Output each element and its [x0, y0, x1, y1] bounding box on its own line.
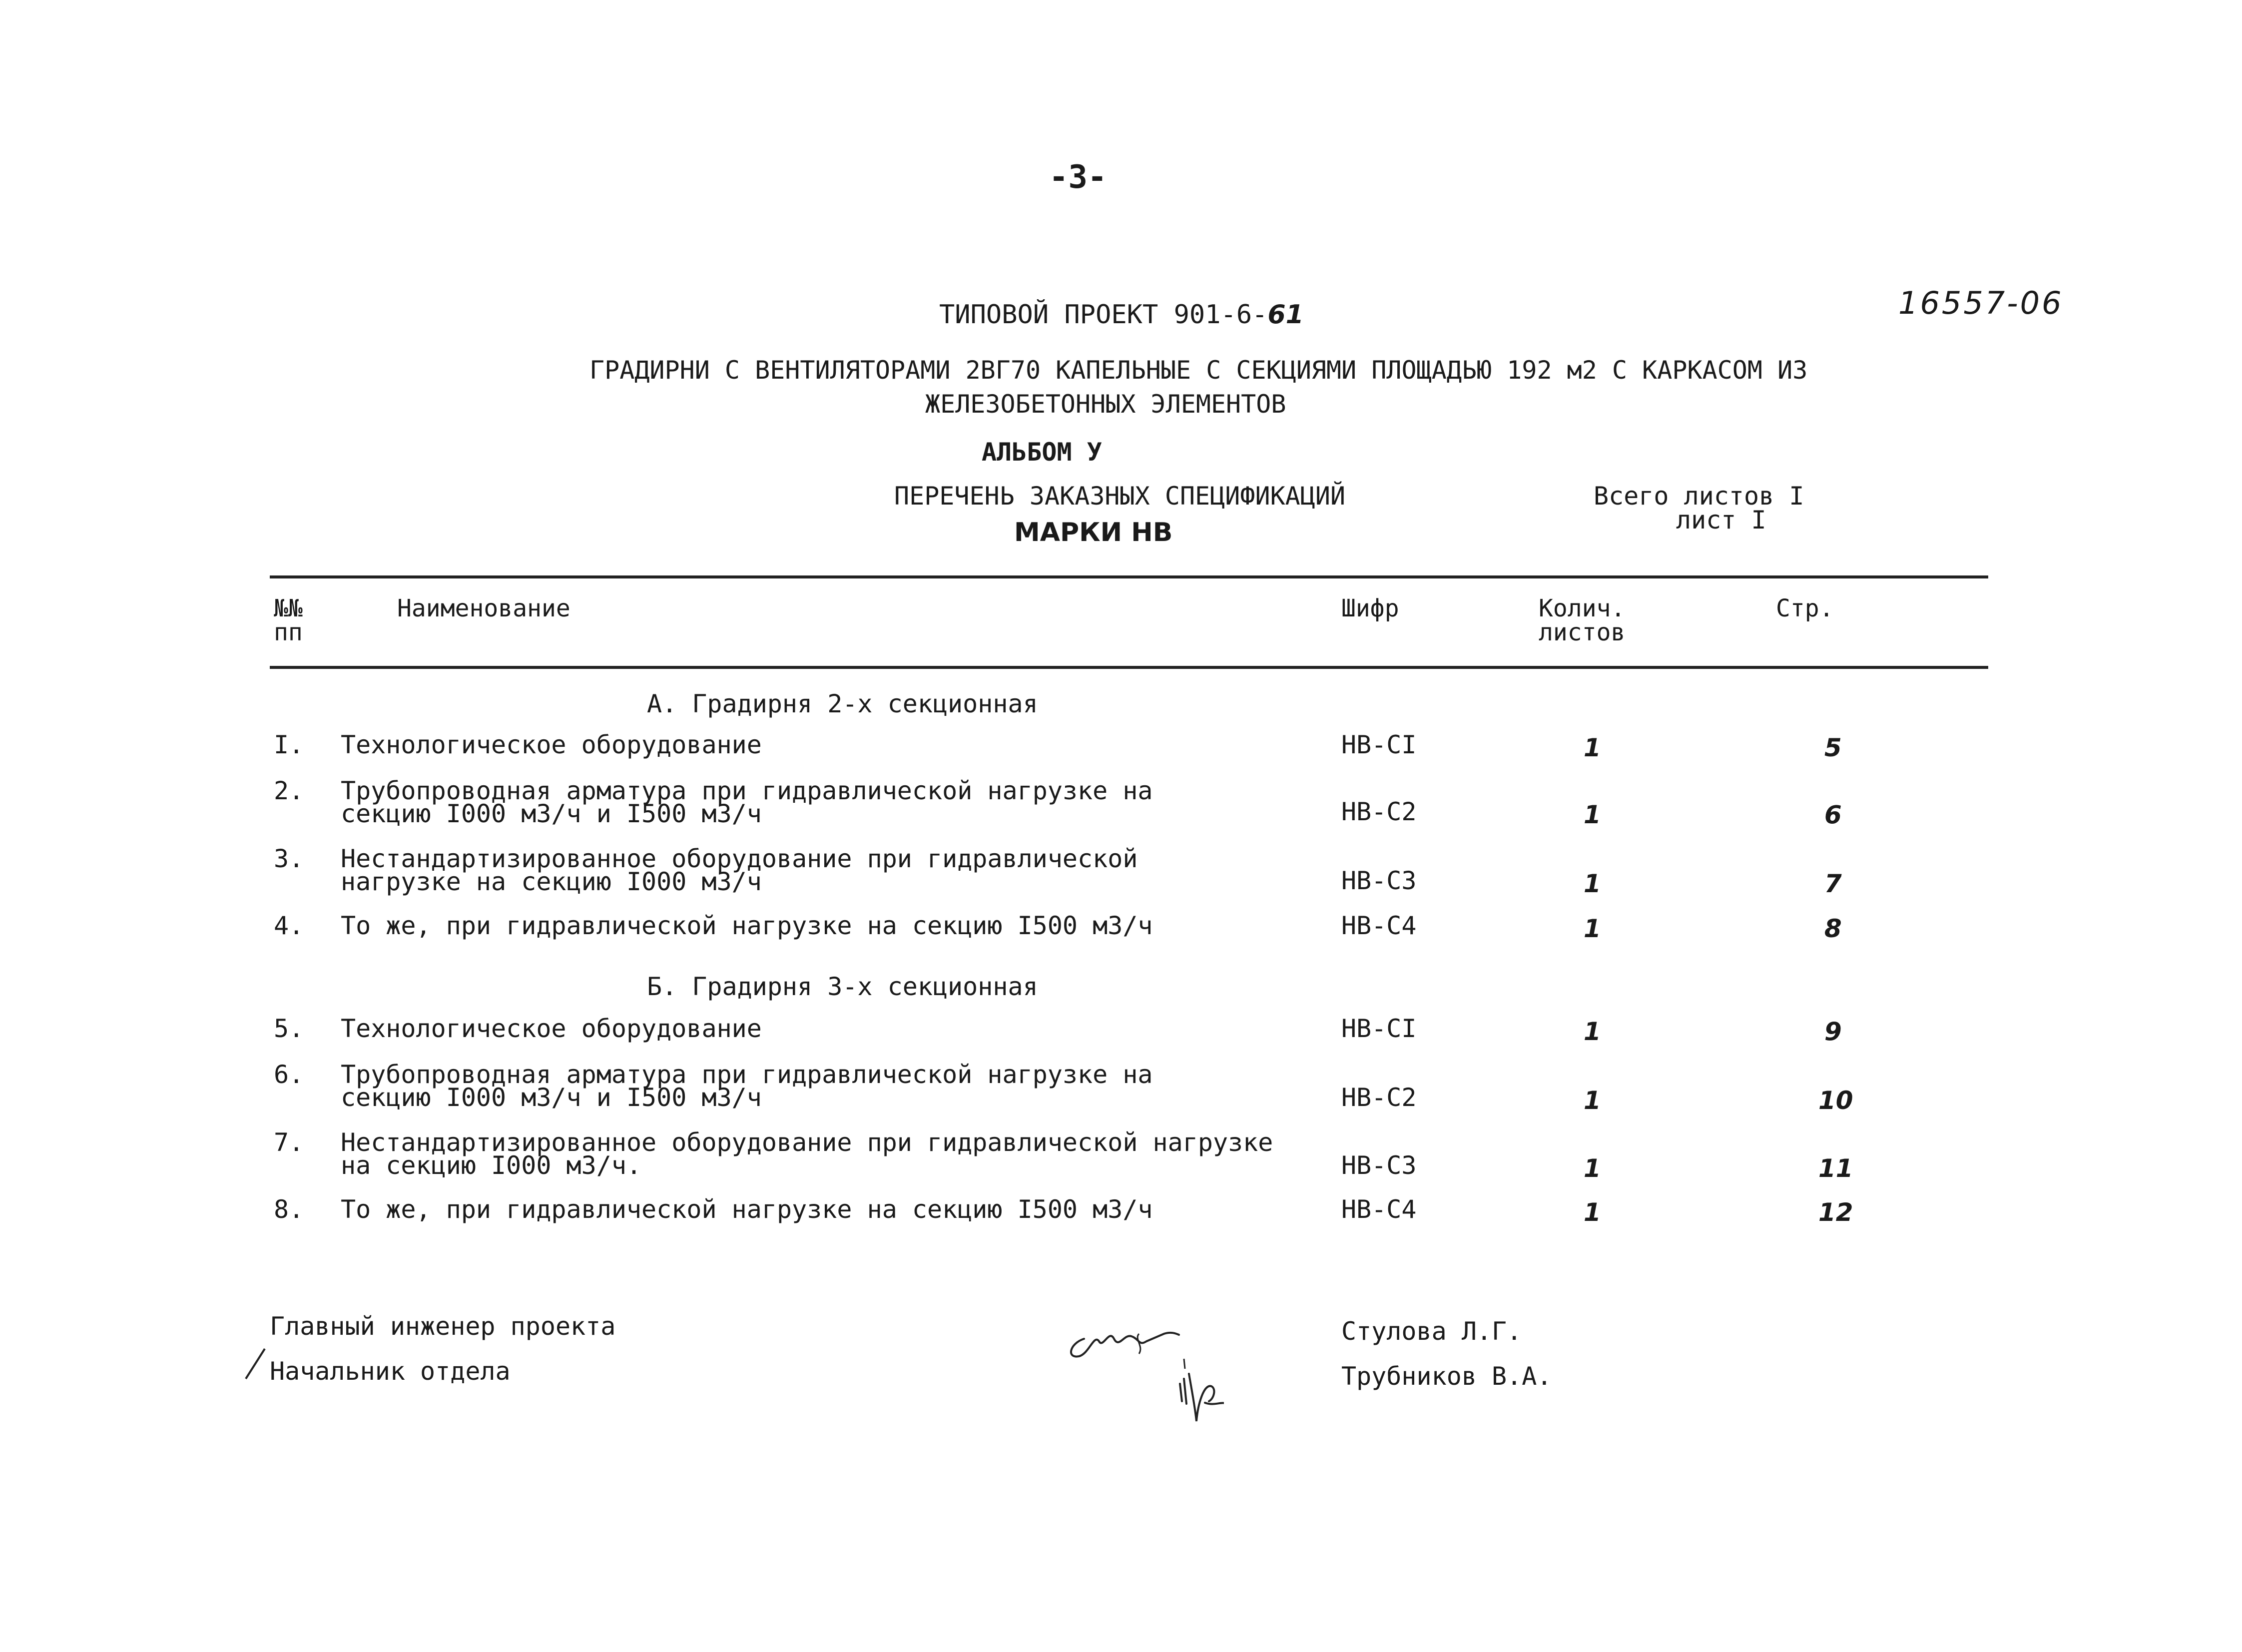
signature-role-chief-engineer: Главный инженер проекта: [270, 1312, 616, 1341]
row-code: НВ-С3: [1341, 1151, 1417, 1180]
table-header-rule: [270, 666, 1988, 669]
list-title: ПЕРЕЧЕНЬ ЗАКАЗНЫХ СПЕЦИФИКАЦИЙ: [894, 482, 1346, 511]
row-name-line2: нагрузке на секцию I000 мЗ/ч: [341, 867, 762, 896]
row-quantity: 1: [1584, 800, 1601, 829]
signature-role-department-head: Начальник отдела: [270, 1357, 511, 1386]
row-page: 6: [1824, 800, 1842, 829]
table-row: [274, 911, 304, 940]
header-number-line1: №№: [274, 594, 303, 622]
project-number-handwritten: 61: [1267, 300, 1304, 330]
table-row: [274, 776, 304, 805]
row-number: 4.: [274, 911, 304, 940]
row-page: 10: [1818, 1086, 1853, 1115]
table-row: [274, 730, 304, 759]
sheet-current: лист I: [1676, 506, 1766, 535]
row-name: То же, при гидравлической нагрузке на секцию I500 мЗ/ч: [341, 911, 1153, 940]
header-code: Шифр: [1341, 594, 1399, 622]
row-quantity: 1: [1584, 1017, 1601, 1046]
tick-mark-icon: [235, 1344, 275, 1384]
row-name-line1: Нестандартизированное оборудование при гидравлической: [341, 844, 1138, 873]
row-code: НВ-С2: [1341, 1083, 1417, 1112]
row-quantity: 1: [1584, 869, 1601, 898]
table-row: [274, 844, 304, 873]
row-name: То же, при гидравлической нагрузке на секцию I500 мЗ/ч: [341, 1195, 1153, 1224]
row-page: 12: [1818, 1198, 1853, 1227]
row-quantity: 1: [1584, 1198, 1601, 1227]
header-quantity: [1539, 596, 1625, 644]
row-quantity: 1: [1584, 1086, 1601, 1115]
row-name-line1: Трубопроводная арматура при гидравлической нагрузке на: [341, 1060, 1153, 1089]
table-top-rule: [270, 575, 1988, 578]
row-quantity: 1: [1584, 733, 1601, 762]
header-page: Стр.: [1776, 594, 1834, 622]
row-number: I.: [274, 730, 304, 759]
row-code: НВ-СI: [1341, 730, 1417, 759]
table-row: [274, 1060, 304, 1089]
row-page: 11: [1818, 1154, 1853, 1183]
project-title: [939, 300, 1304, 330]
row-code: НВ-С4: [1341, 911, 1417, 940]
row-name-line1: Трубопроводная арматура при гидравлической нагрузке на: [341, 776, 1153, 805]
row-name-line1: Нестандартизированное оборудование при гидравлической нагрузке: [341, 1128, 1273, 1157]
row-number: 6.: [274, 1060, 304, 1089]
signature-name-chief-engineer: Стулова Л.Г.: [1341, 1317, 1522, 1346]
project-prefix: ТИПОВОЙ ПРОЕКТ 901-6-: [939, 300, 1268, 330]
row-name-line2: секцию I000 мЗ/ч и I500 мЗ/ч: [341, 1083, 762, 1112]
row-code: НВ-С4: [1341, 1195, 1417, 1224]
header-name: Наименование: [397, 594, 570, 622]
table-row: [274, 1195, 304, 1224]
row-number: 3.: [274, 844, 304, 873]
row-name-line2: на секцию I000 мЗ/ч.: [341, 1151, 642, 1180]
sheets-total: Всего листов I: [1594, 482, 1804, 511]
row-name: [341, 776, 1153, 828]
row-name: Технологическое оборудование: [341, 730, 762, 759]
row-page: 8: [1824, 914, 1842, 943]
row-code: НВ-С2: [1341, 797, 1417, 826]
row-number: 5.: [274, 1014, 304, 1043]
row-quantity: 1: [1584, 1154, 1601, 1183]
row-name-line2: секцию I000 мЗ/ч и I500 мЗ/ч: [341, 799, 762, 828]
row-number: 7.: [274, 1128, 304, 1157]
title-line-2: ЖЕЛЕЗОБЕТОННЫХ ЭЛЕМЕНТОВ: [925, 390, 1286, 419]
document-number: 16557-06: [1898, 285, 2064, 321]
header-quantity-line1: Колич.: [1539, 594, 1626, 622]
album-label: АЛЬБОМ У: [982, 438, 1102, 467]
title-line-1: ГРАДИРНИ С ВЕНТИЛЯТОРАМИ 2ВГ70 КАПЕЛЬНЫЕ С СЕКЦИЯМИ ПЛОЩАДЬЮ 192 м2 С КАРКАСОМ ИЗ: [589, 356, 1808, 385]
row-page: 9: [1824, 1017, 1842, 1046]
row-number: 2.: [274, 776, 304, 805]
row-name: Технологическое оборудование: [341, 1014, 762, 1043]
row-number: 8.: [274, 1195, 304, 1224]
header-number: [274, 596, 303, 644]
section-title-b: Б. Градирня 3-х секционная: [647, 972, 1038, 1001]
row-name: [341, 1060, 1153, 1112]
row-name: [341, 1128, 1273, 1180]
marks-label: МАРКИ НВ: [1014, 518, 1173, 548]
header-number-line2: пп: [274, 618, 303, 646]
row-name: [341, 844, 1138, 896]
row-page: 7: [1824, 869, 1842, 898]
row-code: НВ-С3: [1341, 866, 1417, 895]
row-code: НВ-СI: [1341, 1014, 1417, 1043]
table-row: [274, 1014, 304, 1043]
row-quantity: 1: [1584, 914, 1601, 943]
section-title-a: А. Градирня 2-х секционная: [647, 689, 1038, 718]
table-row: [274, 1128, 304, 1157]
page-number: -3-: [1049, 159, 1107, 196]
signature-name-department-head: Трубников В.А.: [1341, 1362, 1552, 1391]
row-page: 5: [1824, 733, 1842, 762]
header-quantity-line2: листов: [1539, 618, 1626, 646]
handwritten-signature-icon: [1064, 1299, 1224, 1439]
